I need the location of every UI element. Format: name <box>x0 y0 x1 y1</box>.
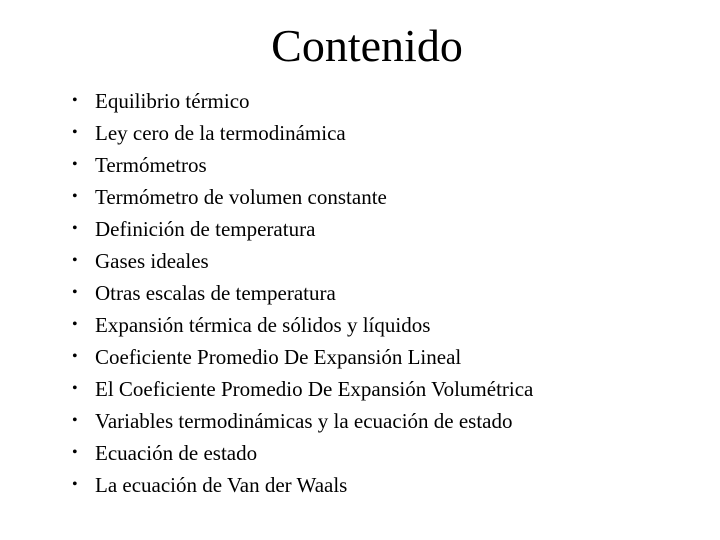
list-item <box>0 437 720 469</box>
list-item-text: Ley cero de la termodinámica <box>95 121 346 145</box>
bullet-icon: • <box>72 316 78 333</box>
list-item-text: Coeficiente Promedio De Expansión Lineal <box>95 345 462 369</box>
bullet-icon: • <box>72 380 78 397</box>
list-item-text: Ecuación de estado <box>95 441 258 465</box>
list-item-text: Expansión térmica de sólidos y líquidos <box>95 313 431 337</box>
list-item <box>0 405 720 437</box>
list-item <box>0 309 720 341</box>
list-item-text: Gases ideales <box>95 249 209 273</box>
list-item <box>0 181 720 213</box>
list-item-text: Variables termodinámicas y la ecuación de estado <box>95 409 513 433</box>
list-item-text: Equilibrio térmico <box>95 89 250 113</box>
slide-title: Contenido <box>271 20 463 71</box>
list-item-text: La ecuación de Van der Waals <box>95 473 348 497</box>
list-item <box>0 85 720 117</box>
list-item <box>0 117 720 149</box>
list-item <box>0 245 720 277</box>
bullet-icon: • <box>72 156 78 173</box>
bullet-icon: • <box>72 188 78 205</box>
bullet-icon: • <box>72 444 78 461</box>
bullet-icon: • <box>72 124 78 141</box>
list-item <box>0 469 720 501</box>
bullet-icon: • <box>72 220 78 237</box>
list-item <box>0 277 720 309</box>
bullet-icon: • <box>72 412 78 429</box>
content-list <box>0 85 720 501</box>
bullet-icon: • <box>72 92 78 109</box>
bullet-icon: • <box>72 348 78 365</box>
list-item <box>0 373 720 405</box>
bullet-icon: • <box>72 252 78 269</box>
list-item-text: Definición de temperatura <box>95 217 316 241</box>
list-item <box>0 149 720 181</box>
list-item-text: El Coeficiente Promedio De Expansión Volumétrica <box>95 377 534 401</box>
bullet-icon: • <box>72 284 78 301</box>
list-item-text: Termómetros <box>95 153 207 177</box>
list-item <box>0 341 720 373</box>
bullet-icon: • <box>72 476 78 493</box>
list-item-text: Termómetro de volumen constante <box>95 185 387 209</box>
list-item-text: Otras escalas de temperatura <box>95 281 336 305</box>
list-item <box>0 213 720 245</box>
